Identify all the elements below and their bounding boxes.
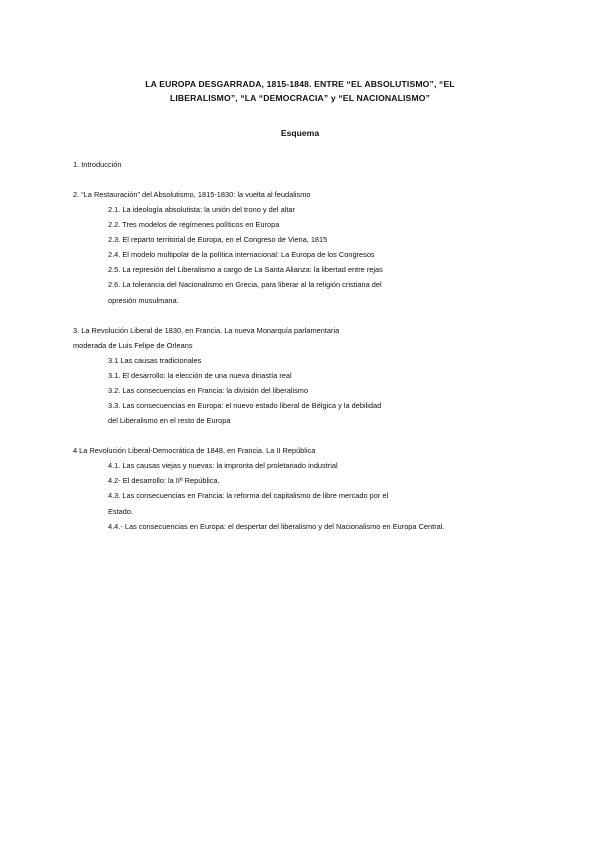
outline-line: 2.6. La tolerancia del Nacionalismo en Grecia, para liberar al la religión cristiana del xyxy=(108,280,382,289)
outline-line: 2.3. El reparto territorial de Europa, en el Congreso de Viena, 1815 xyxy=(108,235,328,244)
outline-line: del Liberalismo en el resto de Europa xyxy=(108,416,231,425)
outline-line: 4.1. Las causas viejas y nuevas: la impronta del proletariado industrial xyxy=(108,461,338,470)
outline-line: 2. “La Restauración” del Absolutismo, 1815-1830: la vuelta al feudalismo xyxy=(73,190,311,199)
outline-line: Estado. xyxy=(108,507,134,516)
outline-line: 2.5. La represión del Liberalismo a cargo de La Santa Alianza: la libertad entre rejas xyxy=(108,265,383,274)
outline-line: 2.2. Tres modelos de regímenes políticos en Europa xyxy=(108,220,280,229)
outline-line: 3. La Revolución Liberal de 1830, en Francia. La nueva Monarquía parlamentaria xyxy=(73,326,340,335)
outline-line: 4.3. Las consecuencias en Francia: la reforma del capitalismo de libre mercado por el xyxy=(108,491,389,500)
outline-line: 2.1. La ideología absolutista: la unión del trono y del altar xyxy=(108,205,295,214)
outline-line: 3.2. Las consecuencias en Francia: la división del liberalismo xyxy=(108,386,309,395)
document-title xyxy=(60,77,540,105)
outline-line: 4 La Revolución Liberal-Democrática de 1848, en Francia. La II República xyxy=(73,446,316,455)
title-line-1: LA EUROPA DESGARRADA, 1815-1848. ENTRE “EL ABSOLUTISMO”, “EL xyxy=(145,79,455,89)
outline-heading: Esquema xyxy=(280,128,320,138)
outline-line: 3.1 Las causas tradicionales xyxy=(108,356,202,365)
outline-line: 2.4. El modelo multipolar de la política internacional: La Europa de los Congresos xyxy=(108,250,375,259)
outline-line: moderada de Luis Felipe de Orleans xyxy=(73,341,193,350)
title-line-2: LIBERALISMO”, “LA “DEMOCRACIA” y “EL NACIONALISMO” xyxy=(169,93,431,103)
outline-line: 4.2- El desarrollo: la IIª República. xyxy=(108,476,220,485)
outline-line: 3.3. Las consecuencias en Europa: el nuevo estado liberal de Bélgica y la debilidad xyxy=(108,401,382,410)
outline-line: 3.1. El desarrollo: la elección de una nueva dinastía real xyxy=(108,371,292,380)
outline-line: 4.4.- Las consecuencias en Europa: el despertar del liberalismo y del Nacionalismo en Europa Central. xyxy=(108,522,445,531)
outline-line: 1. Introducción xyxy=(73,160,122,169)
outline-line: opresión musulmana. xyxy=(108,296,179,305)
